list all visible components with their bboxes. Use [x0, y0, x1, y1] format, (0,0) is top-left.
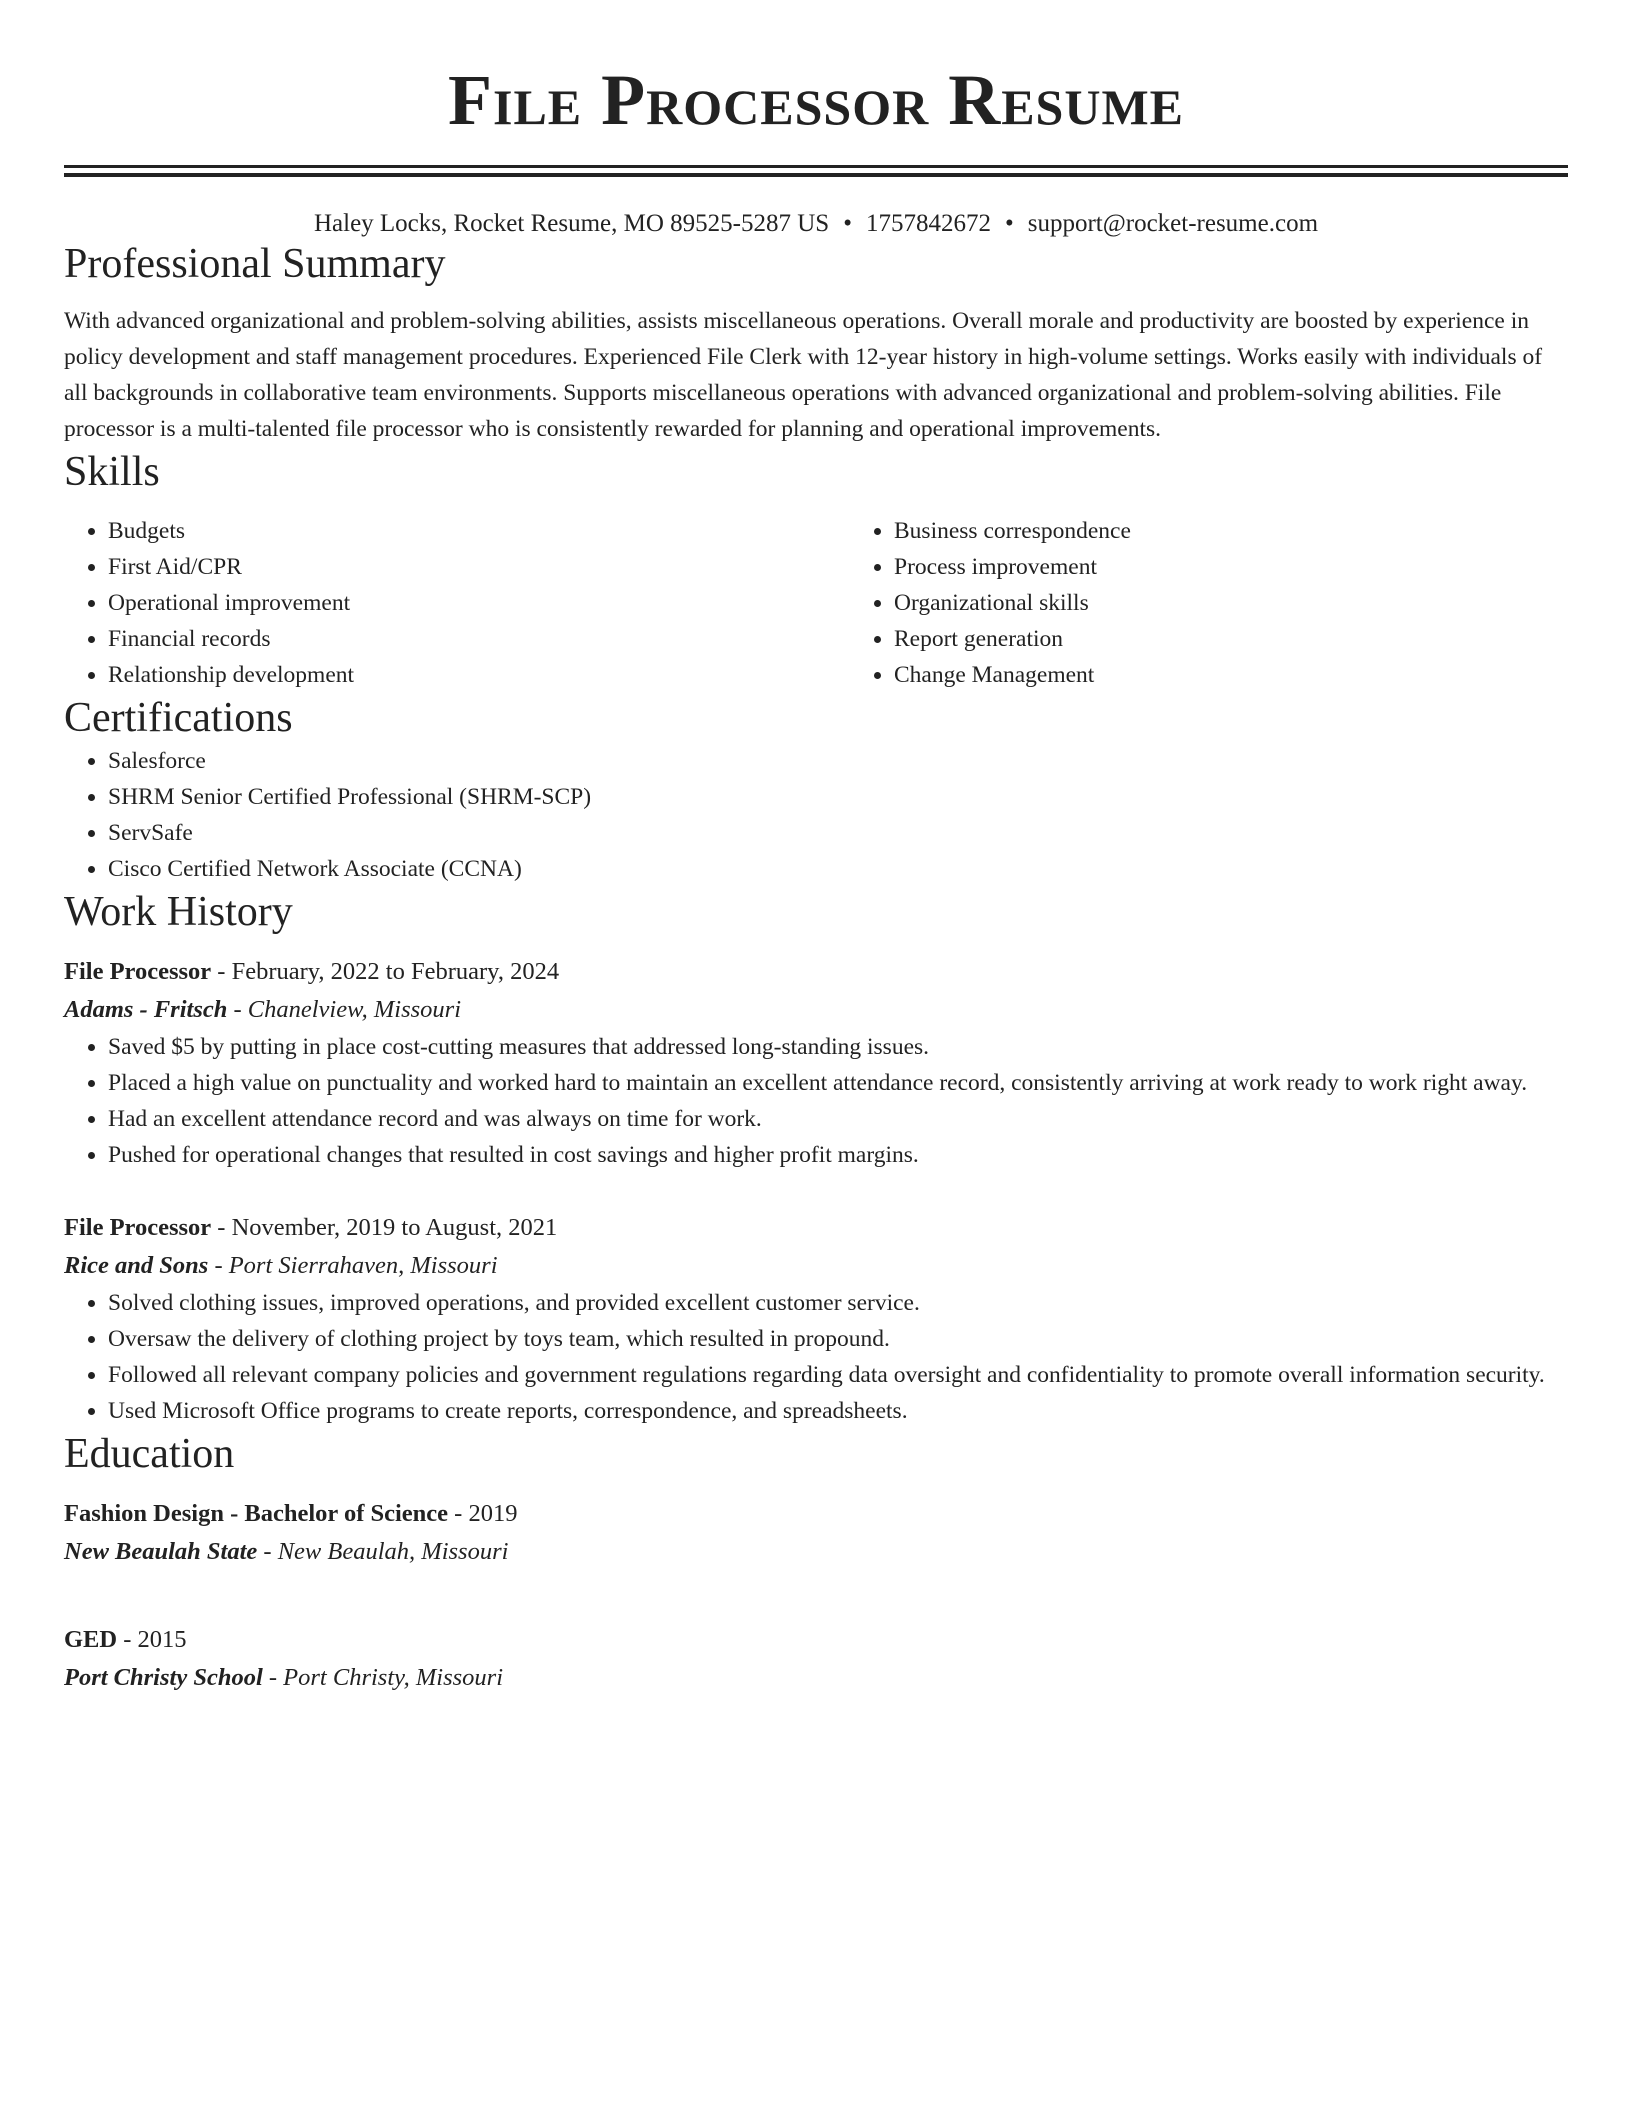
job-entry [64, 1209, 1568, 1429]
skills-grid [64, 513, 1568, 693]
certification-item: • Cisco Certified Network Associate (CCNA) [108, 851, 1568, 887]
job-company-line [64, 991, 1568, 1029]
work-history-heading: Work History [64, 889, 293, 935]
skill-item: • Budgets [108, 513, 850, 549]
summary-text: With advanced organizational and problem-solving abilities, assists miscellaneous operations. Overall morale and productivity are boosted by experience in policy development and staff management procedures. Experienced File Clerk with 12-year history in high-volume settings. Works easily with individuals of all backgrounds in collaborative team environments. Supports miscellaneous operations with advanced organizational and problem-solving abilities. File processor is a multi-talented file processor who is consistently rewarded for planning and operational improvements. [64, 308, 1543, 442]
certification-item: • ServSafe [108, 815, 1568, 851]
skill-item: • Process improvement [894, 549, 1632, 585]
education-heading: Education [64, 1431, 235, 1477]
education-entry [64, 1495, 1568, 1571]
education-entry [64, 1621, 1568, 1697]
spacer [64, 1571, 1568, 1605]
job-bullet: • Placed a high value on punctuality and worked hard to maintain an excellent attendance record, consistently arriving at work ready to work right away. [108, 1065, 1568, 1101]
education-school: New Beaulah State [64, 1538, 258, 1565]
certification-item: • SHRM Senior Certified Professional (SHRM-SCP) [108, 779, 1568, 815]
job-location: - Chanelview, Missouri [227, 996, 462, 1023]
education-degree: GED [64, 1626, 118, 1653]
education-degree-line [64, 1495, 1568, 1533]
skill-item: • Change Management [894, 657, 1632, 693]
education-degree: Fashion Design - Bachelor of Science [64, 1500, 449, 1527]
contact-email[interactable]: support@rocket-resume.com [1027, 210, 1319, 237]
job-title: File Processor [64, 958, 212, 985]
job-title-line [64, 1209, 1568, 1247]
contact-separator: • [843, 210, 852, 237]
contact-line [64, 209, 1568, 239]
skills-list-left [64, 513, 850, 693]
job-bullet: • Solved clothing issues, improved operations, and provided excellent customer service. [108, 1285, 1568, 1321]
certifications-list [64, 743, 1568, 887]
resume-title: File Processor Resume [448, 60, 1184, 140]
certifications-heading: Certifications [64, 695, 293, 741]
skills-heading: Skills [64, 449, 160, 495]
skill-item: • First Aid/CPR [108, 549, 850, 585]
job-bullets [64, 1285, 1568, 1429]
skills-list-right [850, 513, 1632, 693]
title-divider-thin [64, 165, 1568, 168]
education-degree-line [64, 1621, 1568, 1659]
education-school-line [64, 1533, 1568, 1571]
education-location: - Port Christy, Missouri [262, 1664, 504, 1691]
job-bullet: • Oversaw the delivery of clothing project by toys team, which resulted in propound. [108, 1321, 1568, 1357]
job-bullet: • Followed all relevant company policies and government regulations regarding data oversight and confidentiality to promote overall information security. [108, 1357, 1568, 1393]
education-location: - New Beaulah, Missouri [257, 1538, 509, 1565]
job-title: File Processor [64, 1214, 212, 1241]
skill-item: • Organizational skills [894, 585, 1632, 621]
job-bullet: • Pushed for operational changes that resulted in cost savings and higher profit margins. [108, 1137, 1568, 1173]
contact-address: Haley Locks, Rocket Resume, MO 89525-5287 US [313, 210, 830, 237]
certification-item: • Salesforce [108, 743, 1568, 779]
skill-item: • Report generation [894, 621, 1632, 657]
skill-item: • Financial records [108, 621, 850, 657]
resume-content [64, 0, 1568, 1697]
job-bullet: • Used Microsoft Office programs to create reports, correspondence, and spreadsheets. [108, 1393, 1568, 1429]
skill-item: • Business correspondence [894, 513, 1632, 549]
job-bullets [64, 1029, 1568, 1173]
summary-heading: Professional Summary [64, 241, 446, 287]
job-bullet: • Saved $5 by putting in place cost-cutting measures that addressed long-standing issues. [108, 1029, 1568, 1065]
job-dates: - February, 2022 to February, 2024 [211, 958, 560, 985]
skill-item: • Operational improvement [108, 585, 850, 621]
education-year: - 2019 [448, 1500, 518, 1527]
skill-item: • Relationship development [108, 657, 850, 693]
job-company: Adams - Fritsch [64, 996, 228, 1023]
spacer [64, 1173, 1568, 1193]
job-company-line [64, 1247, 1568, 1285]
job-entry [64, 953, 1568, 1173]
contact-separator: • [1004, 210, 1014, 237]
job-dates: - November, 2019 to August, 2021 [211, 1214, 558, 1241]
job-company: Rice and Sons [64, 1252, 209, 1279]
education-school-line [64, 1659, 1568, 1697]
contact-phone: 1757842672 [865, 210, 991, 237]
education-year: - 2015 [117, 1626, 187, 1653]
education-school: Port Christy School [64, 1664, 263, 1691]
job-bullet: • Had an excellent attendance record and was always on time for work. [108, 1101, 1568, 1137]
job-title-line [64, 953, 1568, 991]
title-divider-thick [64, 173, 1568, 177]
job-location: - Port Sierrahaven, Missouri [208, 1252, 498, 1279]
